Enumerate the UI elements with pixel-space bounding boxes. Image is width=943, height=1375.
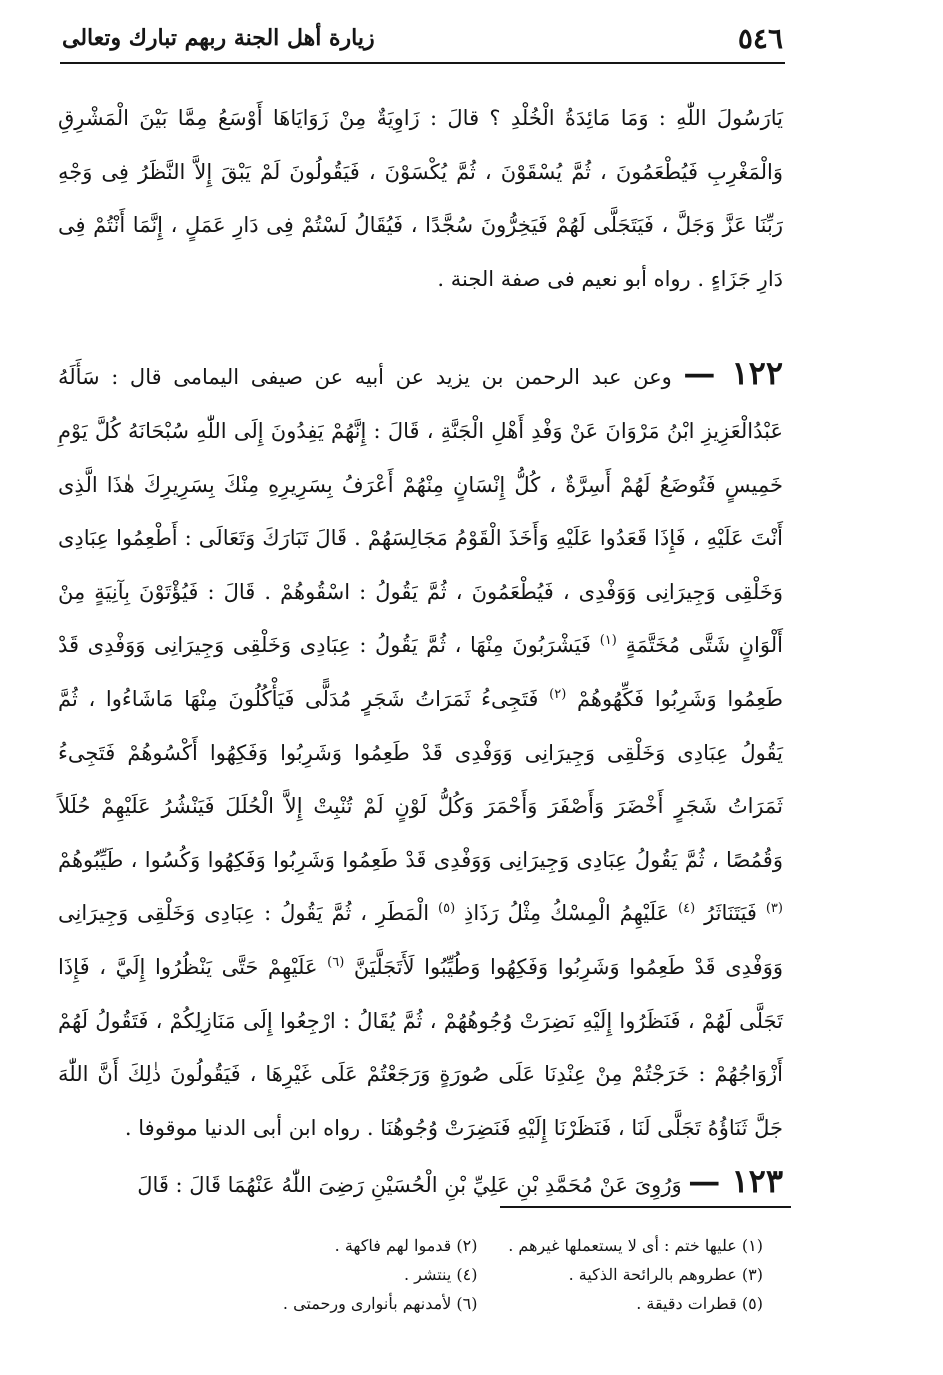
paragraph-text: عَلَيْهِمُ الْمِسْكُ مِثْلُ رَذَاذِ [464, 901, 670, 926]
footnote-ref[interactable]: (٥) [438, 901, 456, 917]
footnote-rule [500, 1206, 791, 1208]
running-title: زيارة أهل الجنة ربهم تبارك وتعالى [62, 25, 375, 51]
footnote-ref[interactable]: (٦) [327, 954, 345, 970]
page-number: ٥٤٦ [737, 21, 783, 55]
paragraph-text: وعن عبد الرحمن بن يزيد عن أبيه عن صيفى اليمامى قال : سَأَلَهُ عَبْدُالْعَزِيزِ ابْنُ مَرْوَانَ عَنْ وَفْدِ أَهْلِ الْجَنَّةِ ، قَالَ : إِنَّهُمْ يَفِدُونَ إِلَى اللّٰهِ سُبْحَانَهُ كُلَّ يَوْمِ خَمِيسٍ فَتُوضَعُ لَهُمْ أَسِرَّةٌ ، كُلُّ إِنْسَانٍ مِنْهُمْ أَعْرَفُ بِسَرِيرِهِ مِنْكَ بِسَرِيرِكَ هٰذَا الَّذِى أَنْتَ عَلَيْهِ ، فَإِذَا قَعَدُوا عَلَيْهِ وَأَخَذَ الْقَوْمُ مَجَالِسَهُمْ . قَالَ تَبَارَكَ وَتَعَالَى : أَطْعِمُوا عِبَادِى وَخَلْقِى وَجِيرَانِى وَوَفْدِى ، فَيُطْعَمُونَ ، ثُمَّ يَقُولُ : اسْقُوهُمْ . قَالَ : فَيُؤْتَوْنَ بِآنِيَةٍ مِنْ أَلْوَانٍ شَتَّى مُخَتَّمَةٍ [58, 365, 783, 658]
paragraph-text: يَارَسُولَ اللّٰهِ : وَمَا مَائِدَةُ الْخُلْدِ ؟ قالَ : زَاوِيَةٌ مِنْ زَوَايَاهَا أَوْسَعُ مِمَّا بَيْنَ الْمَشْرِقِ وَالْمَغْرِبِ فَيُطْعَمُونَ ، ثُمَّ يُسْقَوْنَ ، ثُمَّ يُكْسَوْنَ ، فَيَقُولُونَ لَمْ يَبْقَ إِلاَّ النَّظَرُ فِى وَجْهِ رَبِّنَا عَزَّ وَجَلَّ ، فَيَتَجَلَّى لَهُمْ فَيَخِرُّونَ سُجَّدًا ، فَيُقَالُ لَسْتُمْ فِى دَارِ عَمَلٍ ، إِنَّمَا أَنْتُمْ فِى دَارِ جَزَاءٍ . رواه أبو نعيم فى صفة الجنة . [58, 106, 783, 291]
footnote-ref[interactable]: (١) [599, 633, 617, 649]
paragraph-text: فَيَشْرَبُونَ مِنْهَا ، ثُمَّ يَقُولُ : عِبَادِى وَخَلْقِى وَجِيرَانِى وَوَفْدِى قَدْ طَعِمُوا وَشَرِبُوا فَكِّهُوهُمْ [58, 633, 783, 711]
hadith-number: ١٢٣ — [688, 1162, 783, 1201]
footnote: (٦) لأمدنهم بأنوارى ورحمتى . [282, 1294, 478, 1313]
footnotes [214, 1236, 763, 1314]
hadith-number: ١٢٢ — [683, 354, 783, 393]
paragraph-text: عَلَيْهِمْ حَتَّى يَنْظُرُوا إِلَيَّ ، فَإِذَا تَجَلَّى لَهُمْ ، فَنَظَرُوا إِلَيْهِ نَضِرَتْ وُجُوهُهُمْ ، ثُمَّ يُقَالُ : ارْجِعُوا إِلَى مَنَازِلِكُمْ ، فَتَقُولُ لَهُمْ أَزْوَاجُهُمْ : خَرَجْتُمْ مِنْ عِنْدِنَا عَلَى صُورَةٍ وَرَجَعْتُمْ عَلَى غَيْرِهَا ، فَيَقُولُونَ ذٰلِكَ أَنَّ اللّٰهَ جَلَّ ثَنَاؤُهُ تَجَلَّى لَنَا ، فَنَظَرْنَا إِلَيْهِ فَنَضِرَتْ وُجُوهُنَا . رواه ابن أبى الدنيا موقوفا . [58, 954, 783, 1140]
paragraph-continuation [58, 92, 783, 306]
paragraph-gap [58, 306, 783, 347]
paragraph-text: وَرُوِىَ عَنْ مُحَمَّدِ بْنِ عَلِيِّ بْنِ الْحُسَيْنِ رَضِىَ اللّٰهُ عَنْهُمَا قَالَ : قَالَ [137, 1173, 682, 1198]
hadith-122 [58, 347, 783, 1155]
paragraph-text: فَتَجِىءُ ثَمَرَاتُ شَجَرٍ مُدَلًّى فَيَأْكُلُونَ مِنْهَا مَاشَاءُوا ، ثُمَّ يَقُولُ عِبَادِى وَخَلْقِى وَجِيرَانِى وَوَفْدِى قَدْ طَعِمُوا وَشَرِبُوا وَفَكِهُوا أَكْسُوهُمْ فَتَجِىءُ ثَمَرَاتُ شَجَرٍ أَخْضَرَ وَأَصْفَرَ وَأَحْمَرَ وَكُلُّ لَوْنٍ لَمْ تُنْبِتْ إِلاَّ الْحُلَلَ فَيَنْشُرُ عَلَيْهِمْ حُلَلاً وَقُمُصًا ، ثُمَّ يَقُولُ عِبَادِى وَجِيرَانِى وَوَفْدِى قَدْ طَعِمُوا وَشَرِبُوا وَفَكِهُوا وَكُسُوا ، طَيِّبُوهُمْ [58, 686, 783, 872]
footnote: (١) عليها ختم : أى لا يستعملها غيرهم . [508, 1236, 763, 1255]
footnote: (٣) عطروهم بالرائحة الذكية . [568, 1265, 763, 1284]
hadith-123 [58, 1155, 783, 1213]
footnote-ref[interactable]: (٣) [765, 901, 783, 917]
footnote-ref[interactable]: (٤) [678, 901, 696, 917]
footnote: (٥) قطرات دقيقة . [636, 1294, 763, 1313]
footnote-ref[interactable]: (٢) [549, 686, 567, 702]
header-rule [60, 62, 785, 64]
footnote: (٤) ينتشر . [403, 1265, 478, 1284]
footnote: (٢) قدموا لهم فاكهة . [334, 1236, 478, 1255]
body-text [58, 92, 783, 1213]
page-header [62, 18, 783, 58]
paragraph-text: الْمَطَرِ ، ثُمَّ يَقُولُ : عِبَادِى وَخَلْقِى وَجِيرَانِى وَوَفْدِى قَدْ طَعِمُوا وَشَرِبُوا وَفَكِهُوا وَطُيِّبُوا لَأَتَجَلَّيَنَّ [58, 901, 783, 979]
paragraph-text: فَيَتَنَاثَرُ [704, 901, 757, 926]
